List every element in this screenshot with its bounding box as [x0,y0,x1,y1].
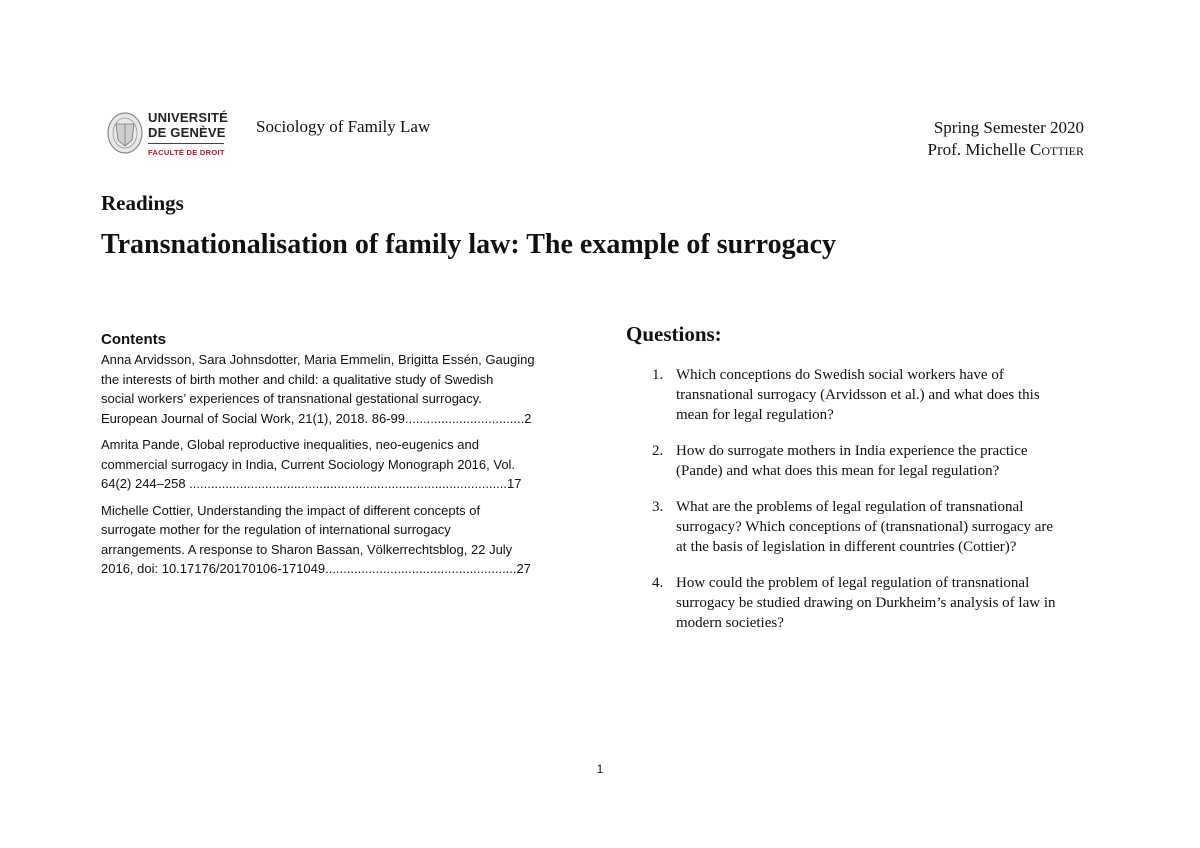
page-number: 1 [596,762,604,776]
questions-list [626,365,1096,633]
question-line: surrogacy? Which conceptions of (transnational) surrogacy are [676,519,1054,535]
toc-line: 2016, doi: 10.17176/20170106-171049.....................................................27 [101,561,531,576]
university-seal-icon [106,110,144,156]
logo-divider [148,143,224,144]
toc-line: surrogate mother for the regulation of international surrogacy [101,522,451,537]
question-line: What are the problems of legal regulation of transnational [676,499,1024,515]
question-number: 1. [652,367,664,383]
question-line: How do surrogate mothers in India experience the practice [676,443,1028,459]
professor-name: Prof. Michelle Cottier [927,140,1084,159]
questions-section [626,322,1096,649]
toc-line: social workers’ experiences of transnational gestational surrogacy. [101,391,482,406]
toc-line: commercial surrogacy in India, Current Sociology Monograph 2016, Vol. [101,456,516,472]
question-line: Which conceptions do Swedish social workers have of [676,367,1004,383]
question-number: 2. [652,443,664,459]
question-number: 3. [652,499,664,515]
question-line: (Pande) and what does this mean for legal regulation? [676,463,1000,479]
toc-line: Michelle Cottier, Understanding the impact of different concepts of [101,502,481,518]
contents-heading: Contents [101,331,166,348]
question-item [626,497,1096,557]
toc-line: European Journal of Social Work, 21(1), 2018. 86-99.................................2 [101,410,532,426]
toc-line: the interests of birth mother and child: a qualitative study of Swedish [101,371,494,387]
readings-heading: Readings [101,191,184,215]
page-title: Transnationalisation of family law: The example of surrogacy [101,229,836,260]
toc-line: Amrita Pande, Global reproductive inequalities, neo-eugenics and [101,437,479,452]
semester-label: Spring Semester 2020 [933,118,1084,137]
university-name: UNIVERSITÉ DE GENÈVE [148,110,229,140]
question-item [626,441,1096,481]
question-line: How could the problem of legal regulation of transnational [676,575,1030,591]
contents-section [101,330,576,586]
question-item [626,573,1096,633]
question-line: surrogacy be studied drawing on Durkheim’s analysis of law in [676,595,1056,611]
course-title: Sociology of Family Law [256,117,431,136]
toc-line: arrangements. A response to Sharon Bassan, Völkerrechtsblog, 22 July [101,541,513,557]
question-number: 4. [652,575,664,591]
toc-entry[interactable] [101,350,576,428]
semester-info [928,117,1084,161]
question-line: mean for legal regulation? [676,407,834,423]
question-item [626,365,1096,425]
toc-line: 64(2) 244–258 ........................................................................................17 [101,476,522,491]
toc-entry[interactable] [101,435,576,494]
questions-heading: Questions: [626,322,722,346]
question-line: at the basis of legislation in different countries (Cottier)? [676,539,1017,555]
toc-entry[interactable] [101,501,576,579]
toc-line: Anna Arvidsson, Sara Johnsdotter, Maria Emmelin, Brigitta Essén, Gauging [101,352,535,367]
university-logo [106,108,236,164]
faculty-name: FACULTÉ DE DROIT [148,148,225,157]
question-line: transnational surrogacy (Arvidsson et al.) and what does this [676,387,1040,403]
question-line: modern societies? [676,615,784,631]
